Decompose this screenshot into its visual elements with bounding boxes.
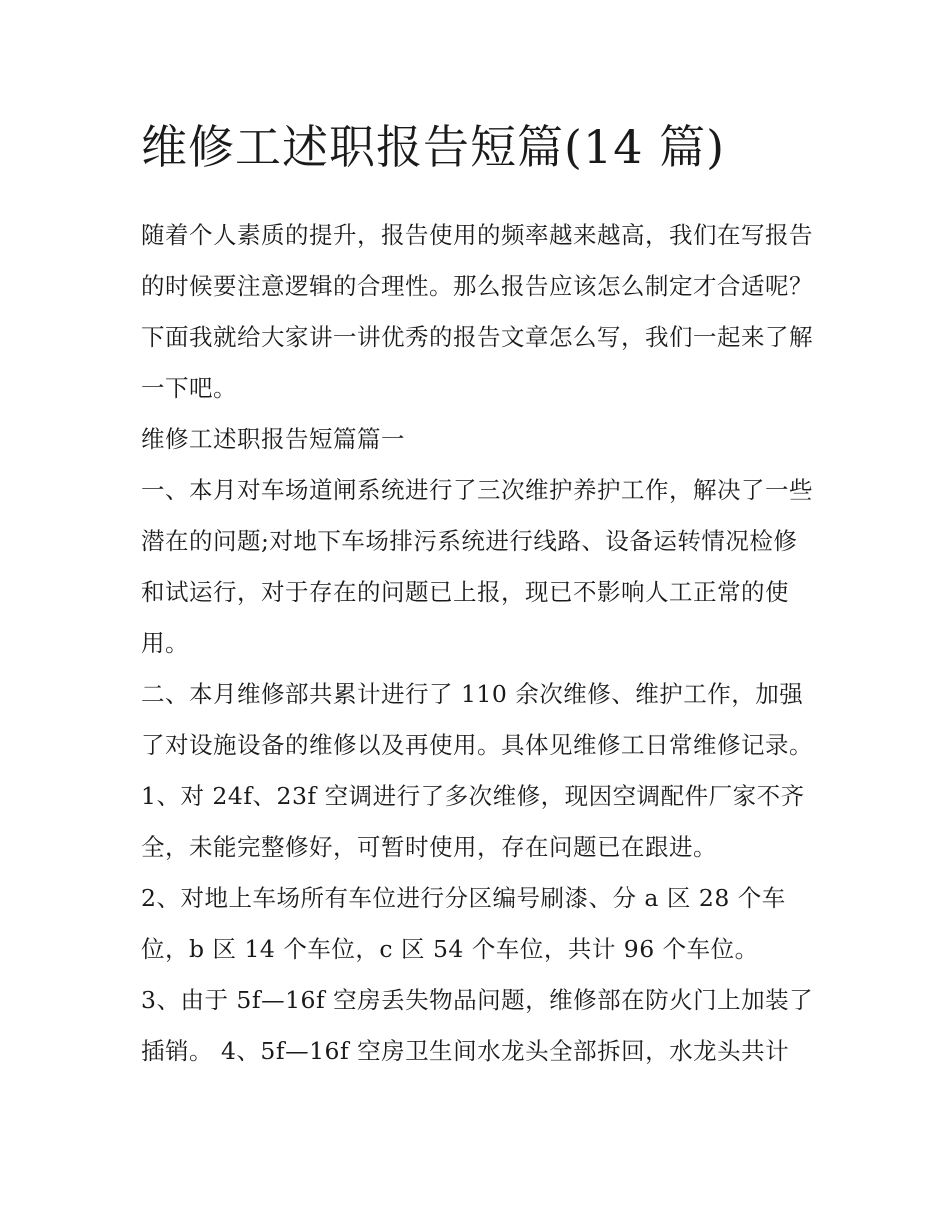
section-heading: 维修工述职报告短篇篇一: [141, 425, 405, 453]
paragraph-item-2: 二、本月维修部共累计进行了 110 余次维修、维护工作，加强了对设施设备的维修以及再使用。具体见维修工日常维修记录。: [141, 680, 813, 759]
paragraph-item-1: 一、本月对车场道闸系统进行了三次维护养护工作，解决了一些潜在的问题;对地下车场排污系统进行线路、设备运转情况检修和试运行，对于存在的问题已上报，现已不影响人工正常的使用。: [141, 476, 813, 657]
list-item-3: 3、由于 5f—16f 空房丢失物品问题，维修部在防火门上加装了插销。 4、5f—16f 空房卫生间水龙头全部拆回，水龙头共计: [141, 986, 814, 1065]
list-item-1: 1、对 24f、23f 空调进行了多次维修，现因空调配件厂家不齐全，未能完整修好，可暂时使用，存在问题已在跟进。: [141, 782, 805, 861]
document-body: [141, 112, 821, 1077]
document-title: 维修工述职报告短篇(14 篇): [141, 120, 726, 174]
intro-paragraph: 随着个人素质的提升，报告使用的频率越来越高，我们在写报告的时候要注意逻辑的合理性。那么报告应该怎么制定才合适呢？下面我就给大家讲一讲优秀的报告文章怎么写，我们一起来了解一下吧。: [141, 221, 813, 402]
list-item-2: 2、对地上车场所有车位进行分区编号刷漆、分 a 区 28 个车位，b 区 14 个车位，c 区 54 个车位，共计 96 个车位。: [141, 884, 786, 963]
